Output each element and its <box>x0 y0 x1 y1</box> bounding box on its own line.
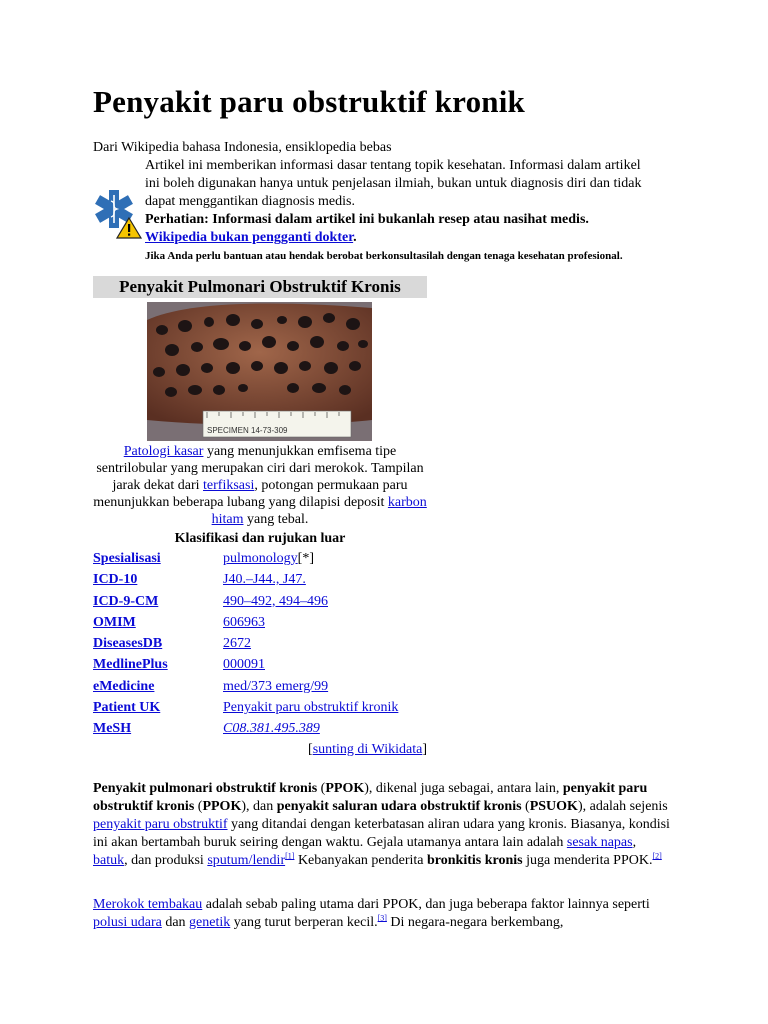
row-key[interactable]: ICD-9-CM <box>93 593 159 609</box>
row-suffix: [*] <box>297 551 314 566</box>
table-row <box>93 594 427 615</box>
causes-paragraph <box>93 896 673 932</box>
link-penyakit-paru-obstruktif[interactable]: penyakit paru obstruktif <box>93 817 228 832</box>
caption-link-terfiksasi[interactable]: terfiksasi <box>203 478 255 493</box>
table-row <box>93 572 427 593</box>
table-row <box>93 636 427 657</box>
text: ), dikenal juga sebagai, antara lain, <box>364 781 563 796</box>
bracket-close: ] <box>422 742 427 757</box>
notice-info-text: Artikel ini memberikan informasi dasar tentang topik kesehatan. Informasi dalam artikel ini boleh digunakan hanya untuk penjelasan ilmiah, bukan untuk diagnosis diri dan tidak dapat menggantikan diagnosis medis. <box>145 158 642 209</box>
edit-wikidata-link[interactable]: sunting di Wikidata <box>312 742 423 757</box>
text: yang turut berperan kecil. <box>230 915 378 930</box>
text: , <box>632 835 637 850</box>
medical-disclaimer <box>90 157 690 269</box>
caption-text-3: yang tebal. <box>243 512 309 527</box>
page-subtitle: Dari Wikipedia bahasa Indonesia, ensiklopedia bebas <box>93 140 392 155</box>
row-value[interactable]: 2672 <box>223 636 251 652</box>
row-key[interactable]: ICD-10 <box>93 572 138 588</box>
table-row <box>93 721 427 742</box>
row-key[interactable]: eMedicine <box>93 678 155 694</box>
text: ( <box>317 781 326 796</box>
notice-small-text: Jika Anda perlu bantuan atau hendak berobat berkonsultasilah dengan tenaga kesehatan profesional. <box>145 250 623 262</box>
classification-table <box>93 551 427 743</box>
link-sesak-napas[interactable]: sesak napas <box>566 835 633 850</box>
bold-term: PSUOK <box>529 799 578 814</box>
row-value[interactable]: J40.–J44., J47. <box>223 572 306 588</box>
caption-link-karbon[interactable]: karbon hitam <box>211 495 427 527</box>
medical-star-of-life-warning-icon <box>92 187 144 239</box>
bold-term: penyakit paru obstruktif kronis <box>93 781 648 814</box>
row-key[interactable]: DiseasesDB <box>93 636 163 652</box>
specimen-label: SPECIMEN 14-73-309 <box>207 426 288 435</box>
table-row <box>93 700 427 721</box>
text: adalah sebab paling utama dari PPOK, dan juga beberapa faktor lainnya seperti <box>202 897 650 912</box>
text: ( <box>194 799 203 814</box>
caption-link-patologi[interactable]: Patologi kasar <box>123 444 204 459</box>
row-key[interactable]: OMIM <box>93 614 136 630</box>
text: dan <box>161 915 190 930</box>
bold-term: penyakit saluran udara obstruktif kronis <box>276 799 522 814</box>
row-key[interactable]: Spesialisasi <box>93 551 161 566</box>
link-genetik[interactable]: genetik <box>189 915 231 930</box>
bold-term: Penyakit pulmonari obstruktif kronis <box>93 781 318 796</box>
lung-specimen-image[interactable] <box>147 302 372 441</box>
text: , dan produksi <box>124 853 208 868</box>
bold-term: PPOK <box>325 781 365 796</box>
row-value[interactable]: 000091 <box>223 657 265 673</box>
wikidata-edit <box>93 742 427 758</box>
reference-link[interactable]: [1] <box>285 851 295 861</box>
row-value[interactable]: pulmonology <box>223 551 298 566</box>
caption-text-2: , potongan permukaan paru menunjukkan beberapa lubang yang dilapisi deposit <box>93 478 408 510</box>
reference-link[interactable]: [3] <box>377 913 387 923</box>
link-polusi-udara[interactable]: polusi udara <box>93 915 162 930</box>
table-row <box>93 679 427 700</box>
bold-term: PPOK <box>202 799 242 814</box>
notice-link[interactable]: Wikipedia bukan pengganti dokter <box>145 230 354 245</box>
notice-period: . <box>353 230 357 245</box>
notice-warning: Perhatian: Informasi dalam artikel ini bukanlah resep atau nasihat medis. <box>145 212 589 227</box>
classification-heading: Klasifikasi dan rujukan luar <box>174 531 346 546</box>
text: Kebanyakan penderita <box>294 853 427 868</box>
infobox-title: Penyakit Pulmonari Obstruktif Kronis <box>93 276 427 298</box>
link-sputum[interactable]: sputum/lendir <box>207 853 286 868</box>
link-batuk[interactable]: batuk <box>93 853 125 868</box>
row-value[interactable]: 606963 <box>223 614 265 630</box>
row-key[interactable]: MedlinePlus <box>93 657 168 673</box>
row-value[interactable]: Penyakit paru obstruktif kronik <box>223 700 399 716</box>
row-value[interactable]: C08.381.495.389 <box>223 721 320 737</box>
image-caption <box>93 443 427 528</box>
row-value[interactable]: med/373 emerg/99 <box>223 678 329 694</box>
bracket-open: [ <box>308 742 313 757</box>
caption-text-1: yang menunjukkan emfisema tipe sentrilobular yang merupakan ciri dari merokok. Tampilan jarak dekat dari <box>96 444 424 493</box>
row-key[interactable]: MeSH <box>93 721 132 737</box>
bold-term: bronkitis kronis <box>427 853 523 868</box>
reference-link[interactable]: [2] <box>652 851 662 861</box>
link-merokok-tembakau[interactable]: Merokok tembakau <box>93 897 203 912</box>
text: ), dan <box>241 799 277 814</box>
row-key[interactable]: Patient UK <box>93 700 161 716</box>
table-row <box>93 615 427 636</box>
text: ), adalah sejenis <box>577 799 668 814</box>
table-row <box>93 657 427 678</box>
row-value[interactable]: 490–492, 494–496 <box>223 593 328 609</box>
text: juga menderita PPOK. <box>522 853 653 868</box>
text: Di negara-negara berkembang, <box>386 915 564 930</box>
intro-paragraph <box>93 780 673 870</box>
page-title: Penyakit paru obstruktif kronik <box>93 84 525 119</box>
table-row <box>93 551 427 572</box>
text: ( <box>521 799 530 814</box>
text: yang ditandai dengan keterbatasan aliran udara yang kronis. Biasanya, kondisi ini akan bertambah buruk seiring dengan waktu. Gejala utamanya antara lain adalah <box>93 817 670 850</box>
